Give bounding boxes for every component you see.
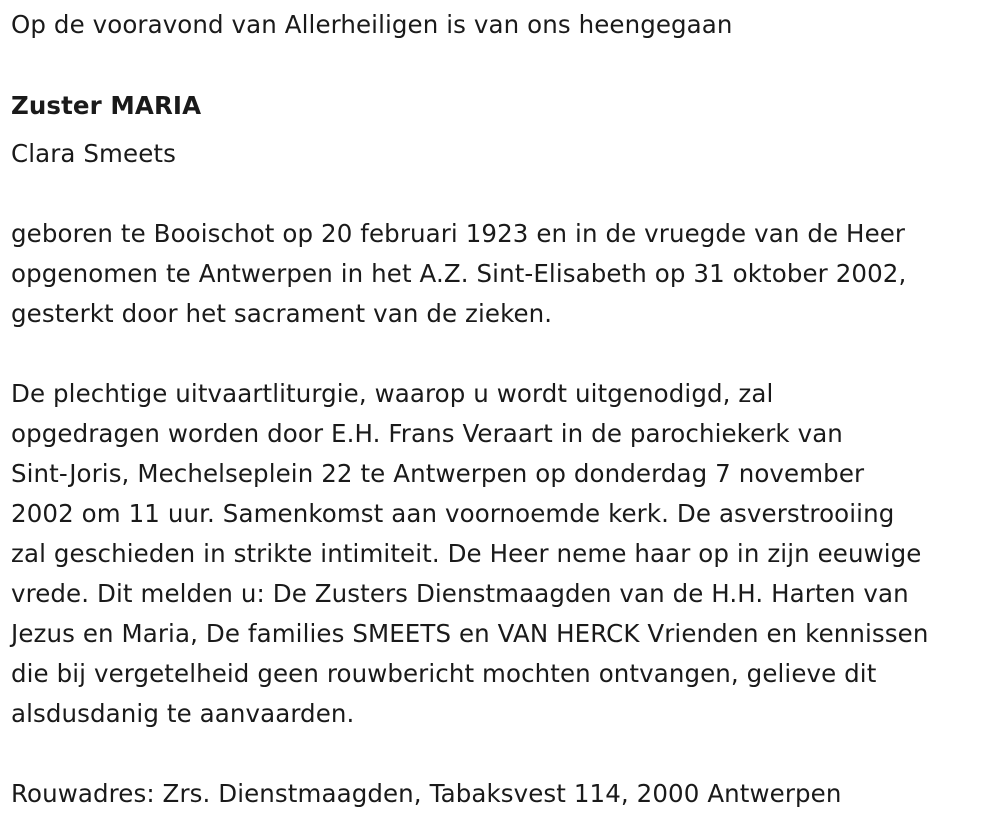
funeral-line-6: vrede. Dit melden u: De Zusters Dienstmaagden van de H.H. Harten van xyxy=(11,579,909,608)
funeral-line-9: alsdusdanig te aanvaarden. xyxy=(11,699,355,728)
deceased-religious-name: Zuster MARIA xyxy=(11,91,202,120)
funeral-line-3: Sint-Joris, Mechelseplein 22 te Antwerpen op donderdag 7 november xyxy=(11,459,865,488)
birth-death-line-3: gesterkt door het sacrament van de zieken. xyxy=(11,299,553,328)
birth-death-line-2: opgenomen te Antwerpen in het A.Z. Sint-Elisabeth op 31 oktober 2002, xyxy=(11,259,907,288)
birth-death-line-1: geboren te Booischot op 20 februari 1923 en in de vruegde van de Heer xyxy=(11,219,906,248)
intro-line: Op de vooravond van Allerheiligen is van ons heengegaan xyxy=(11,10,733,39)
funeral-line-8: die bij vergetelheid geen rouwbericht mochten ontvangen, gelieve dit xyxy=(11,659,877,688)
funeral-line-4: 2002 om 11 uur. Samenkomst aan voornoemde kerk. De asverstrooiing xyxy=(11,499,895,528)
funeral-line-7: Jezus en Maria, De families SMEETS en VAN HERCK Vrienden en kennissen xyxy=(11,619,929,648)
deceased-civil-name: Clara Smeets xyxy=(11,139,176,168)
funeral-line-5: zal geschieden in strikte intimiteit. De Heer neme haar op in zijn eeuwige xyxy=(11,539,922,568)
mourning-address: Rouwadres: Zrs. Dienstmaagden, Tabaksvest 114, 2000 Antwerpen xyxy=(11,779,842,808)
funeral-line-1: De plechtige uitvaartliturgie, waarop u wordt uitgenodigd, zal xyxy=(11,379,774,408)
funeral-line-2: opgedragen worden door E.H. Frans Veraart in de parochiekerk van xyxy=(11,419,843,448)
